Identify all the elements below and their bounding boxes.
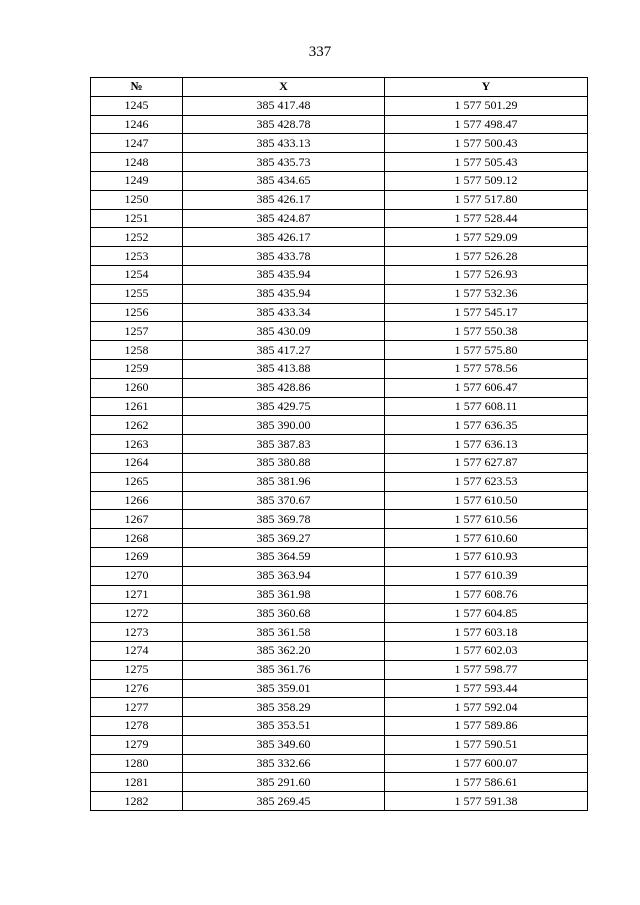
x-coordinate-cell: 385 361.58 [183, 623, 385, 642]
y-coordinate-cell: 1 577 575.80 [385, 341, 588, 360]
table-row [91, 717, 588, 736]
x-coordinate-cell: 385 358.29 [183, 698, 385, 717]
table-row [91, 623, 588, 642]
x-coordinate-cell: 385 428.78 [183, 115, 385, 134]
table-row [91, 134, 588, 153]
table-row [91, 566, 588, 585]
table-header [91, 78, 588, 97]
point-number-cell: 1261 [91, 397, 183, 416]
x-coordinate-cell: 385 380.88 [183, 453, 385, 472]
point-number-cell: 1278 [91, 717, 183, 736]
x-coordinate-cell: 385 428.86 [183, 378, 385, 397]
y-coordinate-cell: 1 577 593.44 [385, 679, 588, 698]
point-number-cell: 1252 [91, 228, 183, 247]
table-row [91, 679, 588, 698]
point-number-cell: 1248 [91, 153, 183, 172]
table-row [91, 585, 588, 604]
y-coordinate-cell: 1 577 598.77 [385, 660, 588, 679]
y-coordinate-cell: 1 577 604.85 [385, 604, 588, 623]
table-row [91, 660, 588, 679]
table-row [91, 397, 588, 416]
x-coordinate-cell: 385 370.67 [183, 491, 385, 510]
x-coordinate-cell: 385 413.88 [183, 359, 385, 378]
y-coordinate-cell: 1 577 545.17 [385, 303, 588, 322]
x-coordinate-cell: 385 360.68 [183, 604, 385, 623]
point-number-cell: 1272 [91, 604, 183, 623]
table-row [91, 735, 588, 754]
x-coordinate-cell: 385 435.73 [183, 153, 385, 172]
x-coordinate-cell: 385 363.94 [183, 566, 385, 585]
y-coordinate-cell: 1 577 589.86 [385, 717, 588, 736]
y-coordinate-cell: 1 577 608.76 [385, 585, 588, 604]
point-number-cell: 1268 [91, 529, 183, 548]
x-coordinate-cell: 385 349.60 [183, 735, 385, 754]
y-coordinate-cell: 1 577 606.47 [385, 378, 588, 397]
header-x: X [183, 78, 385, 97]
x-coordinate-cell: 385 430.09 [183, 322, 385, 341]
table-row [91, 453, 588, 472]
x-coordinate-cell: 385 332.66 [183, 754, 385, 773]
point-number-cell: 1254 [91, 265, 183, 284]
point-number-cell: 1250 [91, 190, 183, 209]
point-number-cell: 1274 [91, 641, 183, 660]
table-row [91, 435, 588, 454]
table-row [91, 171, 588, 190]
point-number-cell: 1271 [91, 585, 183, 604]
point-number-cell: 1277 [91, 698, 183, 717]
y-coordinate-cell: 1 577 627.87 [385, 453, 588, 472]
point-number-cell: 1276 [91, 679, 183, 698]
x-coordinate-cell: 385 364.59 [183, 547, 385, 566]
point-number-cell: 1245 [91, 96, 183, 115]
y-coordinate-cell: 1 577 610.56 [385, 510, 588, 529]
table-row [91, 190, 588, 209]
table-row [91, 284, 588, 303]
y-coordinate-cell: 1 577 505.43 [385, 153, 588, 172]
x-coordinate-cell: 385 390.00 [183, 416, 385, 435]
table-body [91, 96, 588, 810]
point-number-cell: 1256 [91, 303, 183, 322]
point-number-cell: 1249 [91, 171, 183, 190]
x-coordinate-cell: 385 361.98 [183, 585, 385, 604]
point-number-cell: 1259 [91, 359, 183, 378]
point-number-cell: 1279 [91, 735, 183, 754]
x-coordinate-cell: 385 417.27 [183, 341, 385, 360]
point-number-cell: 1273 [91, 623, 183, 642]
x-coordinate-cell: 385 426.17 [183, 228, 385, 247]
table-row [91, 209, 588, 228]
point-number-cell: 1257 [91, 322, 183, 341]
y-coordinate-cell: 1 577 590.51 [385, 735, 588, 754]
table-row [91, 792, 588, 811]
table-row [91, 247, 588, 266]
table-row [91, 754, 588, 773]
table-row [91, 510, 588, 529]
table-row [91, 529, 588, 548]
y-coordinate-cell: 1 577 532.36 [385, 284, 588, 303]
x-coordinate-cell: 385 435.94 [183, 265, 385, 284]
y-coordinate-cell: 1 577 608.11 [385, 397, 588, 416]
table-row [91, 604, 588, 623]
point-number-cell: 1247 [91, 134, 183, 153]
x-coordinate-cell: 385 434.65 [183, 171, 385, 190]
table-row [91, 416, 588, 435]
table-row [91, 303, 588, 322]
y-coordinate-cell: 1 577 498.47 [385, 115, 588, 134]
y-coordinate-cell: 1 577 602.03 [385, 641, 588, 660]
header-number: № [91, 78, 183, 97]
table-row [91, 359, 588, 378]
point-number-cell: 1266 [91, 491, 183, 510]
point-number-cell: 1260 [91, 378, 183, 397]
header-y: Y [385, 78, 588, 97]
y-coordinate-cell: 1 577 501.29 [385, 96, 588, 115]
y-coordinate-cell: 1 577 592.04 [385, 698, 588, 717]
y-coordinate-cell: 1 577 591.38 [385, 792, 588, 811]
point-number-cell: 1265 [91, 472, 183, 491]
table-row [91, 378, 588, 397]
x-coordinate-cell: 385 433.13 [183, 134, 385, 153]
table-row [91, 153, 588, 172]
point-number-cell: 1282 [91, 792, 183, 811]
x-coordinate-cell: 385 359.01 [183, 679, 385, 698]
table-row [91, 265, 588, 284]
x-coordinate-cell: 385 426.17 [183, 190, 385, 209]
point-number-cell: 1281 [91, 773, 183, 792]
y-coordinate-cell: 1 577 610.39 [385, 566, 588, 585]
x-coordinate-cell: 385 369.27 [183, 529, 385, 548]
y-coordinate-cell: 1 577 526.28 [385, 247, 588, 266]
y-coordinate-cell: 1 577 528.44 [385, 209, 588, 228]
table-row [91, 472, 588, 491]
x-coordinate-cell: 385 291.60 [183, 773, 385, 792]
x-coordinate-cell: 385 269.45 [183, 792, 385, 811]
table-row [91, 96, 588, 115]
x-coordinate-cell: 385 353.51 [183, 717, 385, 736]
table-row [91, 698, 588, 717]
x-coordinate-cell: 385 435.94 [183, 284, 385, 303]
x-coordinate-cell: 385 387.83 [183, 435, 385, 454]
coordinates-table [90, 77, 588, 811]
table-row [91, 491, 588, 510]
page-number: 337 [308, 44, 332, 60]
point-number-cell: 1280 [91, 754, 183, 773]
x-coordinate-cell: 385 429.75 [183, 397, 385, 416]
y-coordinate-cell: 1 577 526.93 [385, 265, 588, 284]
y-coordinate-cell: 1 577 578.56 [385, 359, 588, 378]
x-coordinate-cell: 385 369.78 [183, 510, 385, 529]
point-number-cell: 1275 [91, 660, 183, 679]
point-number-cell: 1269 [91, 547, 183, 566]
table-row [91, 641, 588, 660]
point-number-cell: 1267 [91, 510, 183, 529]
x-coordinate-cell: 385 433.78 [183, 247, 385, 266]
table-row [91, 773, 588, 792]
y-coordinate-cell: 1 577 550.38 [385, 322, 588, 341]
x-coordinate-cell: 385 381.96 [183, 472, 385, 491]
table-row [91, 228, 588, 247]
table-row [91, 322, 588, 341]
table-row [91, 547, 588, 566]
point-number-cell: 1270 [91, 566, 183, 585]
point-number-cell: 1251 [91, 209, 183, 228]
y-coordinate-cell: 1 577 636.35 [385, 416, 588, 435]
point-number-cell: 1262 [91, 416, 183, 435]
point-number-cell: 1246 [91, 115, 183, 134]
y-coordinate-cell: 1 577 610.93 [385, 547, 588, 566]
y-coordinate-cell: 1 577 509.12 [385, 171, 588, 190]
y-coordinate-cell: 1 577 610.50 [385, 491, 588, 510]
point-number-cell: 1258 [91, 341, 183, 360]
x-coordinate-cell: 385 424.87 [183, 209, 385, 228]
table-row [91, 115, 588, 134]
y-coordinate-cell: 1 577 600.07 [385, 754, 588, 773]
y-coordinate-cell: 1 577 636.13 [385, 435, 588, 454]
y-coordinate-cell: 1 577 610.60 [385, 529, 588, 548]
point-number-cell: 1253 [91, 247, 183, 266]
y-coordinate-cell: 1 577 586.61 [385, 773, 588, 792]
table-row [91, 341, 588, 360]
x-coordinate-cell: 385 361.76 [183, 660, 385, 679]
x-coordinate-cell: 385 433.34 [183, 303, 385, 322]
y-coordinate-cell: 1 577 517.80 [385, 190, 588, 209]
point-number-cell: 1264 [91, 453, 183, 472]
y-coordinate-cell: 1 577 623.53 [385, 472, 588, 491]
y-coordinate-cell: 1 577 603.18 [385, 623, 588, 642]
header-row [91, 78, 588, 97]
y-coordinate-cell: 1 577 529.09 [385, 228, 588, 247]
point-number-cell: 1263 [91, 435, 183, 454]
x-coordinate-cell: 385 362.20 [183, 641, 385, 660]
x-coordinate-cell: 385 417.48 [183, 96, 385, 115]
point-number-cell: 1255 [91, 284, 183, 303]
y-coordinate-cell: 1 577 500.43 [385, 134, 588, 153]
